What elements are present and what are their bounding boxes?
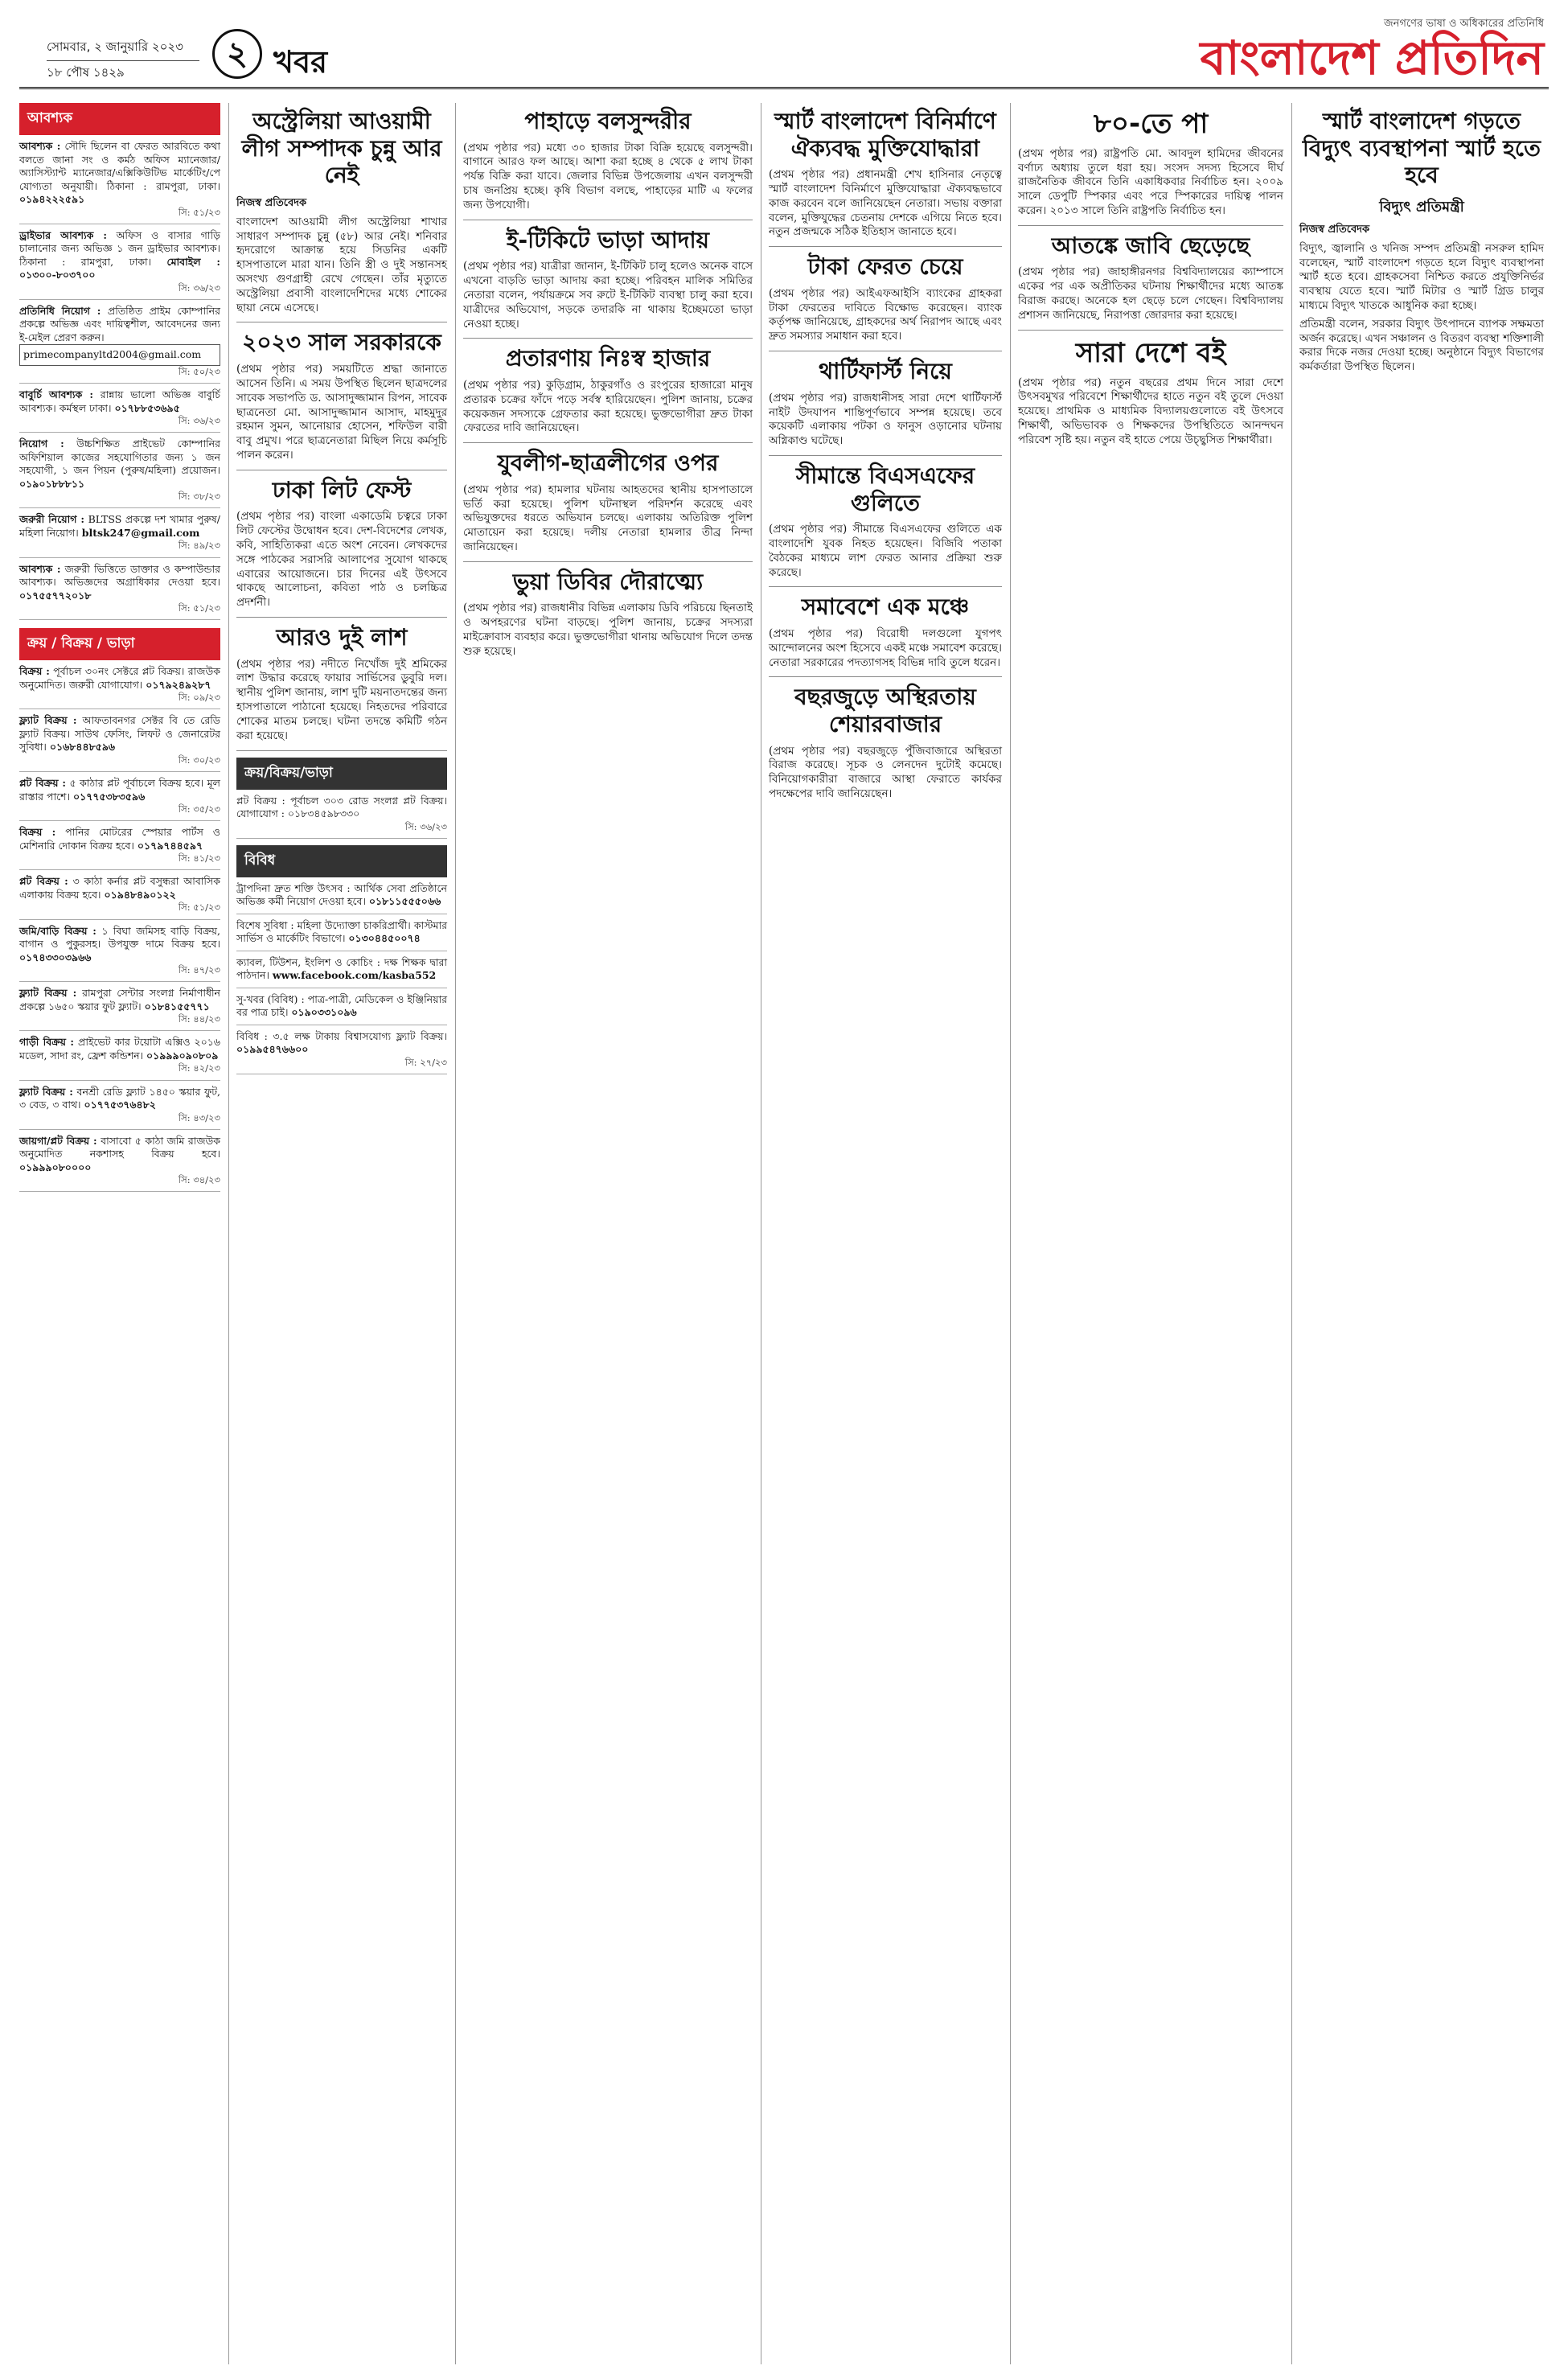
classified-ad: জায়গা/প্লট বিক্রয় : বাসাবো ৫ কাঠা জমি রাজউক অনুমোদিত নকশাসহ বিক্রয় হবে। ০১৯৯৯০৮০০০০ সি: ৩৪/২৩ <box>19 1130 220 1193</box>
article-body: (প্রথম পৃষ্ঠার পর) আইএফআইসি ব্যাংকের গ্রাহকরা টাকা ফেরতের দাবিতে বিক্ষোভ করেছেন। ব্যাংক কর্তৃপক্ষ জানিয়েছে, গ্রাহকদের অর্থ নিরাপদ আছে এবং দ্রুত সমস্যার সমাধান করা হবে। <box>769 286 1002 343</box>
misc-ad: সু-খবর (বিবিধ) : পাত্র-পাত্রী, মেডিকেল ও ইঞ্জিনিয়ার বর পাত্র চাই। ০১৯০৩৩১০৯৬ <box>236 988 447 1025</box>
headline-thirty-first: থার্টিফার্স্ট নিয়ে <box>819 358 952 385</box>
date-line: সোমবার, ২ জানুয়ারি ২০২৩ <box>47 39 183 54</box>
headline-hill-fruit: পাহাড়ে বলসুন্দরীর <box>524 108 692 134</box>
page-number-badge: ২ <box>212 29 262 79</box>
classified-ad: প্রতিনিধি নিয়োগ : প্রতিষ্ঠিত প্রাইম কোম্পানির প্রকল্পে অভিজ্ঞ এবং দায়িত্বশীল, আবেদনের জন্য ই-মেইল প্রেরণ করুন। primecompanyltd2004@gmail.com সি: ৫০/২৩ <box>19 300 220 384</box>
classified-ad: নিয়োগ : উচ্চশিক্ষিত প্রাইভেট কোম্পানির অফিশিয়াল কাজের সহযোগিতার জন্য ১ জন সহযোগী, ১ জন পিয়ন (পুরুষ/মহিলা) প্রয়োজন। ০১৯০১৮৮৮১১ সি: ৩৮/২৩ <box>19 433 220 508</box>
headline-freedom-fighters: স্মার্ট বাংলাদেশ বিনির্মাণে ঐক্যবদ্ধ মুক্তিযোদ্ধারা <box>774 108 996 162</box>
newspaper-logo <box>1201 16 1544 84</box>
classified-ad: আবশ্যক : জরুরী ভিত্তিতে ডাক্তার ও কম্পাউন্ডার আবশ্যক। অভিজ্ঞদের অগ্রাধিকার দেওয়া হবে। ০১৭৫৫৭৭২০১৮ সি: ৫১/২৩ <box>19 558 220 621</box>
classified-ad: ড্রাইভার আবশ্যক : অফিস ও বাসার গাড়ি চালানোর জন্য অভিজ্ঞ ১ জন ড্রাইভার আবশ্যক। ঠিকানা : রামপুরা, ঢাকা। মোবাইল : ০১৩০০-৮০৩৭০০ সি: ৩৬/২৩ <box>19 224 220 300</box>
classifieds-header-small: ক্রয়/বিক্রয়/ভাড়া <box>236 758 447 790</box>
news-column-3 <box>463 103 753 663</box>
byline: নিজস্ব প্রতিবেদক <box>236 196 307 209</box>
divider <box>769 676 1002 677</box>
masthead-rule <box>19 87 1549 89</box>
headline-border: সীমান্তে বিএসএফের গুলিতে <box>795 462 975 516</box>
divider <box>463 338 753 339</box>
divider <box>463 442 753 443</box>
article-body: (প্রথম পৃষ্ঠার পর) রাজধানীসহ সারা দেশে থার্টিফার্স্ট নাইট উদযাপন শান্তিপূর্ণভাবে সম্পন্ন হয়েছে। তবে কয়েকটি এলাকায় পটকা ও ফানুস ওড়ানোর ঘটনায় অগ্নিকাণ্ড ঘটেছে। <box>769 391 1002 448</box>
classified-ad: ফ্ল্যাট বিক্রয় : রামপুরা সেন্টার সংলগ্ন নির্মাণাধীন প্রকল্পে ১৬৫০ স্কয়ার ফুট ফ্ল্যাট। ০১৮৪১৫৫৭৭১ সি: ৪৪/২৩ <box>19 982 220 1031</box>
article-body: (প্রথম পৃষ্ঠার পর) বিরোধী দলগুলো যুগপৎ আন্দোলনের অংশ হিসেবে একই মঞ্চে সমাবেশ করেছে। নেতারা সরকারের পদত্যাগসহ বিভিন্ন দাবি তুলে ধরেন। <box>769 626 1002 669</box>
misc-ad: ক্যাবল, টিউশন, ইংলিশ ও কোচিং : দক্ষ শিক্ষক দ্বারা পাঠদান। www.facebook.com/kasba552 <box>236 951 447 988</box>
classified-ad: ফ্ল্যাট বিক্রয় : আফতাবনগর সেক্টর বি তে রেডি ফ্ল্যাট বিক্রয়। সাউথ ফেসিং, লিফট ও জেনারেটর সুবিধা। ০১৬৮৪৪৮৫৯৬ সি: ৩০/২৩ <box>19 709 220 772</box>
headline-jabi: আতঙ্কে জাবি ছেড়েছে <box>1051 232 1250 259</box>
article-body: (প্রথম পৃষ্ঠার পর) সীমান্তে বিএসএফের গুলিতে এক বাংলাদেশি যুবক নিহত হয়েছেন। বিজিবি পতাকা বৈঠকের মাধ্যমে লাশ ফেরত আনার প্রক্রিয়া শুরু করেছে। <box>769 523 1002 579</box>
date-block <box>47 35 199 86</box>
classifieds-header: আবশ্যক <box>19 103 220 135</box>
article-body: (প্রথম পৃষ্ঠার পর) নতুন বছরের প্রথম দিনে সারা দেশে উৎসবমুখর পরিবেশে শিক্ষার্থীদের হাতে নতুন বই তুলে দেওয়া হয়েছে। প্রাথমিক ও মাধ্যমিক বিদ্যালয়গুলোতে বই উৎসবে শিক্ষার্থী, অভিভাবক ও শিক্ষকদের উপস্থিতিতে আনন্দঘন পরিবেশ সৃষ্টি হয়। নতুন বই হাতে পেয়ে উচ্ছ্বসিত শিক্ষার্থীরা। <box>1018 376 1283 446</box>
article-body: বাংলাদেশ আওয়ামী লীগ অস্ট্রেলিয়া শাখার সাধারণ সম্পাদক চুন্নু (৫৮) আর নেই। শনিবার হৃদরোগে আক্রান্ত হয়ে সিডনির একটি হাসপাতালে মারা যান। তিনি স্ত্রী ও দুই সন্তানসহ অসংখ্য গুণগ্রাহী রেখে গেছেন। তাঁর মৃত্যুতে অস্ট্রেলিয়া প্রবাসী বাংলাদেশিদের মধ্যে শোকের ছায়া নেমে এসেছে। <box>236 215 447 314</box>
headline-eighty: ৮০-তে পা <box>1093 108 1209 140</box>
article-body: (প্রথম পৃষ্ঠার পর) জাহাঙ্গীরনগর বিশ্ববিদ্যালয়ের ক্যাম্পাসে একের পর এক অপ্রীতিকর ঘটনায় শিক্ষার্থীদের মধ্যে আতঙ্ক বিরাজ করছে। অনেকে হল ছেড়ে চলে গেছেন। বিশ্ববিদ্যালয় প্রশাসন জানিয়েছে, নিরাপত্তা জোরদার করা হয়েছে। <box>1018 265 1283 322</box>
news-column-4 <box>769 103 1002 806</box>
headline-awami-league: অস্ট্রেলিয়া আওয়ামী লীগ সম্পাদক চুন্নু আর নেই <box>241 108 442 189</box>
column-divider <box>228 103 229 2364</box>
email-box: primecompanyltd2004@gmail.com <box>19 344 220 366</box>
headline-rally: সমাবেশে এক মঞ্চে <box>801 594 970 621</box>
classified-ad: ফ্ল্যাট বিক্রয় : বনশ্রী রেডি ফ্ল্যাট ১৪৫০ স্কয়ার ফুট, ৩ বেড, ৩ বাথ। ০১৭৭৫৩৭৬৪৮২ সি: ৪৩/২৩ <box>19 1081 220 1130</box>
headline-share-market: বছরজুড়ে অস্থিরতায় শেয়ারবাজার <box>794 684 976 737</box>
classified-ad: বাবুর্চি আবশ্যক : রান্নায় ভালো অভিজ্ঞ বাবুর্চি আবশ্যক। কর্মস্থল ঢাকা। ০১৭৮৮৫৩৬৯৫ সি: ৩৬/২৩ <box>19 384 220 433</box>
misc-ad: বিশেষ সুবিধা : মহিলা উদ্যোক্তা চাকরিপ্রার্থী। কাস্টমার সার্ভিস ও মার্কেটিং বিভাগে। ০১৩০৪৪৫০০৭৪ <box>236 914 447 951</box>
bangla-date-line: ১৮ পৌষ ১৪২৯ <box>47 60 199 86</box>
headline-two-bodies: আরও দুই লাশ <box>276 624 408 651</box>
headline-subtitle: বিদ্যুৎ প্রতিমন্ত্রী <box>1379 198 1464 216</box>
classified-ad: গাড়ী বিক্রয় : প্রাইভেট কার টয়োটা এক্সিও ২০১৬ মডেল, সাদা রং, ফ্রেশ কন্ডিশন। ০১৯৯৯০৯০৮০৯ সি: ৪২/২৩ <box>19 1031 220 1080</box>
classified-ad: প্লট বিক্রয় : ৫ কাঠার প্লট পূর্বাচলে বিক্রয় হবে। মূল রাস্তার পাশে। ০১৭৭৫৩৮৩৫৯৬ সি: ৩৫/২৩ <box>19 772 220 821</box>
news-column-5 <box>1018 103 1283 452</box>
news-column-2 <box>236 103 447 1074</box>
logo-tagline: জনগণের ভাষা ও অধিকারের প্রতিনিধি <box>1384 18 1544 30</box>
headline-fraud: প্রতারণায় নিঃস্ব হাজার <box>505 345 711 372</box>
article-body: (প্রথম পৃষ্ঠার পর) মধ্যে ৩০ হাজার টাকা বিক্রি হয়েছে বলসুন্দরী। বাগানে আরও ফল আছে। আশা করা হচ্ছে ৪ থেকে ৫ লাখ টাকা পর্যন্ত বিক্রি করা যাবে। জেলার বিভিন্ন উপজেলায় এখন বলসুন্দরী চাষ জনপ্রিয় হচ্ছে। কৃষি বিভাগ বলছে, পাহাড়ের মাটি এ ফলের জন্য উপযোগী। <box>463 141 753 212</box>
divider <box>769 586 1002 587</box>
classified-ad: প্লট বিক্রয় : পূর্বাচল ৩০৩ রোড সংলগ্ন প্লট বিক্রয়। যোগাযোগ : ০১৮৩৪৫৯৮৩৩০ সি: ৩৬/২৩ <box>236 790 447 839</box>
divider <box>236 617 447 618</box>
classifieds-header-sale: ক্রয় / বিক্রয় / ভাড়া <box>19 628 220 660</box>
classified-ad: আবশ্যক : সৌদি ছিলেন বা ফেরত আরবিতে কথা বলতে জানা সং ও কর্মঠ অফিস ম্যানেজার/ অ্যাসিস্ট্যান্ট ম্যানেজার/এক্সিকিউটিভ মার্কেটিং/পে যোগ্যতা অনুযায়ী। ঠিকানা : রামপুরা, ঢাকা। ০১৯৪২২২৫৯১ সি: ৫১/২৩ <box>19 135 220 224</box>
column-divider <box>1010 103 1011 2364</box>
classified-ad: জমি/বাড়ি বিক্রয় : ১ বিঘা জমিসহ বাড়ি বিক্রয়, বাগান ও পুকুরসহ। উপযুক্ত দামে বিক্রয় হবে। ০১৭৪৩৩০৩৯৬৬ সি: ৪৭/২৩ <box>19 920 220 983</box>
headline-books: সারা দেশে বই <box>1075 336 1226 369</box>
headline-money-return: টাকা ফেরত চেয়ে <box>807 253 963 281</box>
article-body: (প্রথম পৃষ্ঠার পর) বাংলা একাডেমি চত্বরে ঢাকা লিট ফেস্টের উদ্বোধন হবে। দেশ-বিদেশের লেখক, কবি, সাহিত্যিকরা এতে অংশ নেবেন। লেখকদের সঙ্গে পাঠকের সরাসরি আলাপের সুযোগ থাকছে এবারের আয়োজনে। চার দিনের এই উৎসবে থাকছে আলোচনা, কবিতা পাঠ ও চলচ্চিত্র প্রদর্শনী। <box>236 510 447 610</box>
column-divider <box>455 103 456 2364</box>
divider <box>769 246 1002 247</box>
article-body: (প্রথম পৃষ্ঠার পর) নদীতে নিখোঁজ দুই শ্রমিকের লাশ উদ্ধার করেছে ফায়ার সার্ভিসের ডুবুরি দল। স্থানীয় পুলিশ জানায়, লাশ দুটি ময়নাতদন্তের জন্য হাসপাতালে পাঠানো হয়েছে। নিহতদের পরিবারে শোকের মাতম চলছে। ঘটনা তদন্তে কমিটি গঠন করা হয়েছে। <box>236 657 447 742</box>
article-body: (প্রথম পৃষ্ঠার পর) যাত্রীরা জানান, ই-টিকিট চালু হলেও অনেক বাসে এখনো বাড়তি ভাড়া আদায় করা হচ্ছে। পরিবহন মালিক সমিতির নেতারা বলেন, পর্যায়ক্রমে সব রুটে ই-টিকিট ব্যবস্থা চালু করা হবে। যাত্রীদের অভিযোগ, সড়কে তদারকি না থাকায় ইচ্ছেমতো ভাড়া নেওয়া হচ্ছে। <box>463 260 753 331</box>
misc-ad: বিবিধ : ৩.৫ লক্ষ টাকায় বিশ্বাসযোগ্য ফ্ল্যাট বিক্রয়। ০১৯৯৫৪৭৬৬০০ সি: ২৭/২৩ <box>236 1025 447 1074</box>
logo-name: বাংলাদেশ প্রতিদিন <box>1200 31 1544 85</box>
classified-ad: প্লট বিক্রয় : ৩ কাঠা কর্নার প্লট বসুন্ধরা আবাসিক এলাকায় বিক্রয় হবে। ০১৯৪৮৪৯০১২২ সি: ৫১/২৩ <box>19 870 220 919</box>
headline-e-ticket: ই-টিকিটে ভাড়া আদায় <box>506 226 710 253</box>
headline-attack: যুবলীগ-ছাত্রলীগের ওপর <box>497 450 719 477</box>
divider <box>769 455 1002 456</box>
article-body: (প্রথম পৃষ্ঠার পর) হামলার ঘটনায় আহতদের স্থানীয় হাসপাতালে ভর্তি করা হয়েছে। পুলিশ ঘটনাস্থল পরিদর্শন করেছে এবং অভিযুক্তদের ধরতে অভিযান চলছে। এলাকায় অতিরিক্ত পুলিশ মোতায়েন করা হয়েছে। দলীয় নেতারা হামলার তীব্র নিন্দা জানিয়েছেন। <box>463 483 753 553</box>
headline-lit-fest: ঢাকা লিট ফেস্ট <box>272 476 412 503</box>
news-column-6 <box>1299 103 1544 379</box>
divider <box>1018 225 1283 226</box>
divider <box>1018 330 1283 331</box>
classified-ad: বিক্রয় : পানির মোটরের স্পেয়ার পার্টস ও মেশিনারি দোকান বিক্রয় হবে। ০১৭৯৭৪৪৫৯৭ সি: ৪১/২৩ <box>19 821 220 870</box>
article-body: বিদ্যুৎ, জ্বালানি ও খনিজ সম্পদ প্রতিমন্ত্রী নসরুল হামিদ বলেছেন, স্মার্ট বাংলাদেশ গড়তে হলে বিদ্যুৎ ব্যবস্থাপনা স্মার্ট হতে হবে। গ্রাহকসেবা নিশ্চিত করতে প্রযুক্তিনির্ভর ব্যবস্থায় যেতে হবে। স্মার্ট মিটার ও স্মার্ট গ্রিড চালুর মাধ্যমে বিদ্যুৎ খাতকে আধুনিক করা হচ্ছে। <box>1299 241 1544 313</box>
divider <box>463 561 753 562</box>
divider <box>236 750 447 751</box>
column-divider <box>1291 103 1292 2364</box>
classifieds-column <box>19 103 220 1192</box>
classified-ad: বিক্রয় : পূর্বাচল ৩০নং সেক্টরে প্লট বিক্রয়। রাজউক অনুমোদিত। জরুরী যোগাযোগ। ০১৭৯২৪৯২৮৭ সি: ০৯/২৩ <box>19 660 220 709</box>
article-body: (প্রথম পৃষ্ঠার পর) কুড়িগ্রাম, ঠাকুরগাঁও ও রংপুরের হাজারো মানুষ প্রতারক চক্রের ফাঁদে পড়ে সর্বস্ব হারিয়েছেন। পুলিশ জানায়, চক্রের কয়েকজন সদস্যকে গ্রেফতার করা হয়েছে। ভুক্তভোগীরা দ্রুত টাকা ফেরতের দাবি জানিয়েছেন। <box>463 378 753 435</box>
misc-ad: ট্রাপদিনা দ্রুত শক্তি উৎসব : আর্থিক সেবা প্রতিষ্ঠানে অভিজ্ঞ কর্মী নিয়োগ দেওয়া হবে। ০১৮১১৫৫৫০৬৬ <box>236 877 447 914</box>
misc-header: বিবিধ <box>236 845 447 877</box>
headline-fake-db: ভুয়া ডিবির দৌরাত্ম্যে <box>512 568 704 595</box>
headline-2023: ২০২৩ সাল সরকারকে <box>242 329 441 356</box>
article-body: (প্রথম পৃষ্ঠার পর) বছরজুড়ে পুঁজিবাজারে অস্থিরতা বিরাজ করেছে। সূচক ও লেনদেন দুটোই কমেছে। বিনিয়োগকারীরা বাজারে আস্থা ফেরাতে কার্যকর পদক্ষেপের দাবি জানিয়েছেন। <box>769 744 1002 801</box>
byline: নিজস্ব প্রতিবেদক <box>1299 223 1370 236</box>
article-body: প্রতিমন্ত্রী বলেন, সরকার বিদ্যুৎ উৎপাদনে ব্যাপক সক্ষমতা অর্জন করেছে। এখন সঞ্চালন ও বিতরণ ব্যবস্থা শক্তিশালী করার দিকে নজর দেওয়া হচ্ছে। অনুষ্ঠানে বিদ্যুৎ বিভাগের কর্মকর্তারা উপস্থিত ছিলেন। <box>1299 317 1544 374</box>
section-title: খবর <box>273 44 328 80</box>
article-body: (প্রথম পৃষ্ঠার পর) সময়টিতে শ্রদ্ধা জানাতে আসেন তিনি। এ সময় উপস্থিত ছিলেন ছাত্রদলের সাবেক সভাপতি ড. আসাদুজ্জামান রিপন, সাবেক ছাত্রনেতা মো. আসাদুজ্জামান আসাদ, মাহমুদুর রহমান সুমন, আনোয়ার হোসেন, শফিউল বারী বাবু প্রমুখ। পরে ছাত্রনেতারা মিছিল নিয়ে কর্মসূচি পালন করেন। <box>236 363 447 462</box>
classified-ad: জরুরী নিয়োগ : BLTSS প্রকল্পে দশ খামার পুরুষ/মহিলা নিয়োগ। bltsk247@gmail.com সি: ৪৯/২৩ <box>19 508 220 557</box>
headline-smart-power: স্মার্ট বাংলাদেশ গড়তে বিদ্যুৎ ব্যবস্থাপনা স্মার্ট হতে হবে <box>1302 108 1541 189</box>
article-body: (প্রথম পৃষ্ঠার পর) প্রধানমন্ত্রী শেখ হাসিনার নেতৃত্বে স্মার্ট বাংলাদেশ বিনির্মাণে মুক্তিযোদ্ধারা ঐক্যবদ্ধভাবে কাজ করবেন বলে জানিয়েছেন নেতারা। সভায় বক্তারা বলেন, মুক্তিযুদ্ধের চেতনায় দেশকে এগিয়ে নিতে হবে। নতুন প্রজন্মকে সঠিক ইতিহাস জানাতে হবে। <box>769 168 1002 239</box>
article-body: (প্রথম পৃষ্ঠার পর) রাজধানীর বিভিন্ন এলাকায় ডিবি পরিচয়ে ছিনতাই ও অপহরণের ঘটনা বাড়ছে। পুলিশ জানায়, চক্রের সদস্যরা মাইক্রোবাস ব্যবহার করে। ভুক্তভোগীরা থানায় অভিযোগ দিলে তদন্ত শুরু হয়েছে। <box>463 602 753 658</box>
article-body: (প্রথম পৃষ্ঠার পর) রাষ্ট্রপতি মো. আবদুল হামিদের জীবনের বর্ণাঢ্য অধ্যায় তুলে ধরা হয়। সংসদ সদস্য হিসেবে দীর্ঘ রাজনৈতিক জীবনে তিনি একাধিকবার নির্বাচিত হন। ২০০৯ সালে ডেপুটি স্পিকার এবং পরে স্পিকারের দায়িত্ব পালন করেন। ২০১৩ সালে তিনি রাষ্ট্রপতি নির্বাচিত হন। <box>1018 146 1283 218</box>
